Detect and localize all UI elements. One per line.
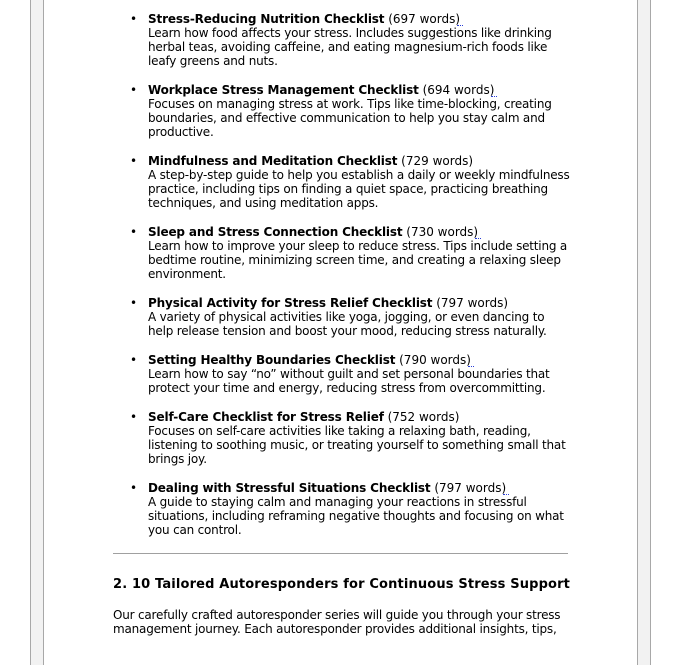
bullet-icon: • [130, 296, 138, 310]
checklist-title: Self-Care Checklist for Stress Relief [148, 410, 384, 424]
bullet-icon: • [130, 353, 138, 367]
checklist-title: Workplace Stress Management Checklist [148, 83, 419, 97]
bullet-icon: • [130, 225, 138, 239]
list-item [113, 296, 573, 338]
word-count: (790 words) [399, 353, 471, 367]
list-item [113, 12, 573, 68]
section-paragraph: Our carefully crafted autoresponder series will guide you through your stress management journey. Each autoresponder provides additional insights, tips, [113, 608, 561, 636]
checklist-description: Focuses on managing stress at work. Tips like time-blocking, creating boundaries, and effective communication to help you stay calm and productive. [148, 97, 552, 139]
checklist-description: A step-by-step guide to help you establish a daily or weekly mindfulness practice, including tips on finding a quiet space, practicing breathing techniques, and using meditation apps. [148, 168, 570, 210]
list-item [113, 481, 573, 537]
bullet-icon: • [130, 410, 138, 424]
document-body [113, 12, 573, 552]
checklist-list [113, 12, 573, 537]
checklist-description: A variety of physical activities like yoga, jogging, or even dancing to help release tension and boost your mood, reducing stress naturally. [148, 310, 547, 338]
word-count: (797 words) [434, 481, 507, 495]
checklist-description: Learn how to improve your sleep to reduce stress. Tips include setting a bedtime routine, minimizing screen time, and creating a relaxing sleep environment. [148, 239, 568, 281]
word-count: (797 words) [436, 296, 509, 310]
list-item [113, 410, 573, 466]
bullet-icon: • [130, 481, 138, 495]
page-margin-right [637, 0, 651, 665]
word-count: (752 words) [387, 410, 460, 424]
checklist-title: Setting Healthy Boundaries Checklist [148, 353, 396, 367]
page-margin-left [30, 0, 44, 665]
checklist-title: Stress-Reducing Nutrition Checklist [148, 12, 385, 26]
checklist-description: A guide to staying calm and managing your reactions in stressful situations, including reframing negative thoughts and focusing on what you can control. [148, 495, 564, 537]
word-count: (730 words) [406, 225, 479, 239]
list-item [113, 225, 573, 281]
list-item [113, 154, 573, 210]
list-item [113, 83, 573, 139]
word-count: (729 words) [401, 154, 474, 168]
checklist-title: Mindfulness and Meditation Checklist [148, 154, 398, 168]
word-count: (697 words) [388, 12, 461, 26]
bullet-icon: • [130, 12, 138, 26]
list-item [113, 353, 573, 395]
bullet-icon: • [130, 83, 138, 97]
bullet-icon: • [130, 154, 138, 168]
word-count: (694 words) [422, 83, 495, 97]
checklist-description: Learn how to say “no” without guilt and set personal boundaries that protect your time and energy, reducing stress from overcommitting. [148, 367, 550, 395]
checklist-title: Sleep and Stress Connection Checklist [148, 225, 403, 239]
checklist-description: Focuses on self-care activities like taking a relaxing bath, reading, listening to soothing music, or treating yourself to something small that brings joy. [148, 424, 566, 466]
checklist-title: Physical Activity for Stress Relief Checklist [148, 296, 433, 310]
section-heading: 2. 10 Tailored Autoresponders for Continuous Stress Support [113, 577, 571, 592]
horizontal-rule [113, 553, 568, 554]
checklist-description: Learn how food affects your stress. Includes suggestions like drinking herbal teas, avoiding caffeine, and eating magnesium-rich foods like leafy greens and nuts. [148, 26, 552, 68]
checklist-title: Dealing with Stressful Situations Checklist [148, 481, 431, 495]
